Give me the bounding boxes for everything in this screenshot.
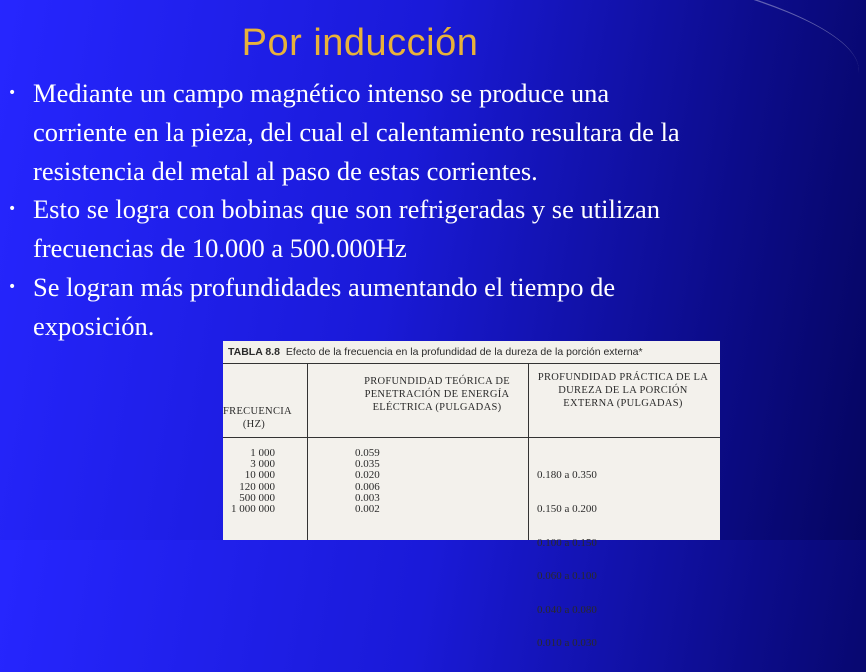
table-cell: 10 000 xyxy=(244,469,275,482)
table-cell: 0.150 a 0.200 xyxy=(537,503,597,516)
bullet-text: Esto se logra con bobinas que son refrigeradas y se utilizan frecuencias de 10.000 a 500.000Hz xyxy=(33,194,660,264)
table-divider-2 xyxy=(528,363,529,540)
table-cell: 1 000 000 xyxy=(231,503,275,516)
column-theoretical xyxy=(355,448,380,515)
column-frequency xyxy=(227,448,275,515)
table-cell: 0.180 a 0.350 xyxy=(537,469,597,482)
bullet-list xyxy=(0,74,720,346)
table-cell: 0.059 xyxy=(355,447,380,459)
header-theoretical: PROFUNDIDAD TEÓRICA DE PENETRACIÓN DE ENERGÍA ELÉCTRICA (PULGADAS) xyxy=(364,376,510,413)
bullet-icon: • xyxy=(8,85,17,101)
table-cell: 0.003 xyxy=(355,491,380,504)
bullet-text: Mediante un campo magnético intenso se produce una corriente en la pieza, del cual el calentamiento resultara de la resistencia del metal al paso de estas corrientes. xyxy=(33,78,680,186)
table-cell: 500 000 xyxy=(239,491,275,504)
table-image xyxy=(223,341,720,650)
table-rule-top xyxy=(223,363,720,364)
table-rule-header xyxy=(223,437,720,438)
bullet-text: Se logran más profundidades aumentando el tiempo de exposición. xyxy=(33,271,616,341)
table-label: TABLA 8.8 xyxy=(228,346,280,358)
slide-title: Por inducción xyxy=(241,22,479,64)
table-cell: 0.035 xyxy=(355,458,380,471)
table-cell: 0.060 a 0.100 xyxy=(537,570,597,583)
table-cell: 0.020 xyxy=(355,469,380,482)
bullet-item xyxy=(0,74,703,190)
table-caption xyxy=(228,346,643,358)
table-cell: 120 000 xyxy=(239,480,275,493)
table-cell: 3 000 xyxy=(250,458,275,471)
table-divider-1 xyxy=(307,363,308,540)
table-cell: 0.100 a 0.150 xyxy=(537,536,597,549)
column-practical xyxy=(537,448,597,672)
table-cell: 0.040 a 0.080 xyxy=(537,603,597,616)
bullet-item xyxy=(0,268,703,346)
bullet-item xyxy=(0,190,703,268)
table-cell: 0.002 xyxy=(355,503,380,516)
table-cell: 1 000 xyxy=(250,447,275,459)
header-practical: PROFUNDIDAD PRÁCTICA DE LA DUREZA DE LA PORCIÓN EXTERNA (PULGADAS) xyxy=(537,372,709,409)
table-caption-text: Efecto de la frecuencia en la profundidad de la dureza de la porción externa* xyxy=(285,346,643,358)
bullet-icon: • xyxy=(8,201,17,218)
bullet-icon: • xyxy=(8,278,17,295)
header-frequency: FRECUENCIA (HZ) xyxy=(223,406,292,430)
table-cell: 0.006 xyxy=(355,480,380,493)
table-cell: 0.010 a 0.030 xyxy=(537,637,597,650)
